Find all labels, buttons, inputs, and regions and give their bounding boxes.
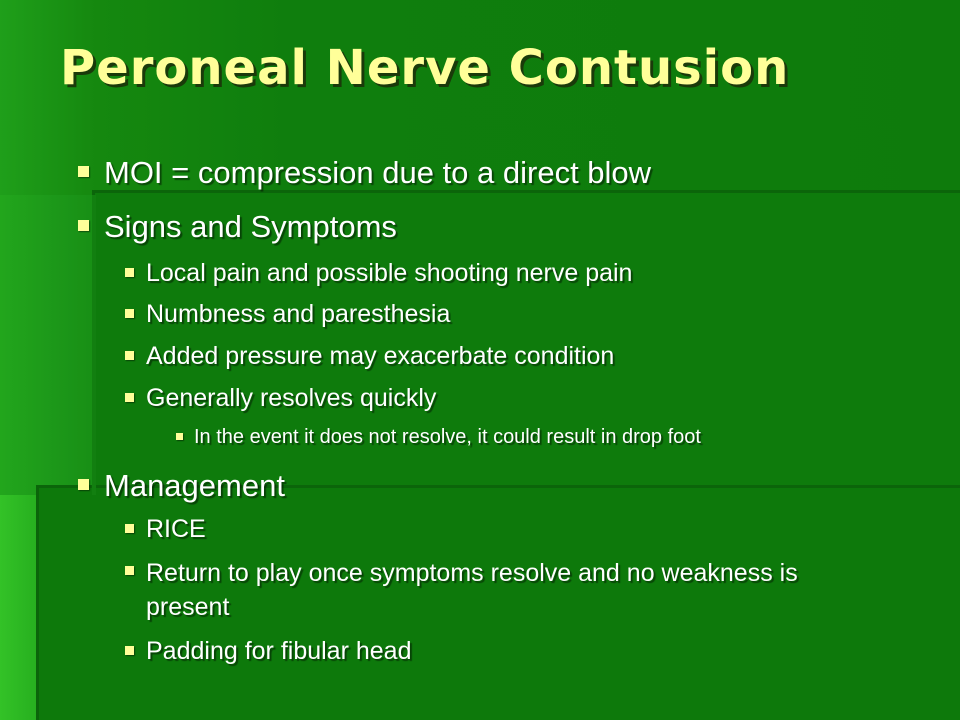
bullet-item <box>104 153 651 193</box>
sub-bullet-item <box>146 299 450 329</box>
square-bullet-icon <box>78 166 89 177</box>
bullet-text: Padding for fibular head <box>146 637 412 665</box>
sub-sub-bullet-item <box>194 424 701 450</box>
square-bullet-icon <box>78 220 89 231</box>
square-bullet-icon <box>125 646 134 655</box>
square-bullet-icon <box>125 566 134 575</box>
bullet-text: Generally resolves quickly <box>146 384 437 412</box>
square-bullet-icon <box>125 524 134 533</box>
bullet-item <box>104 207 397 247</box>
bullet-item <box>104 466 285 506</box>
slide-title: Peroneal Nerve Contusion <box>60 40 790 96</box>
square-bullet-icon <box>125 393 134 402</box>
square-bullet-icon <box>125 351 134 360</box>
background-divider <box>92 195 96 495</box>
bullet-text: Signs and Symptoms <box>104 209 397 244</box>
sub-bullet-item <box>146 383 436 413</box>
sub-bullet-item <box>146 514 206 544</box>
square-bullet-icon <box>78 479 89 490</box>
bullet-text: Return to play once symptoms resolve and no weakness is present <box>146 559 798 621</box>
bullet-text: Numbness and paresthesia <box>146 300 451 328</box>
bullet-text: MOI = compression due to a direct blow <box>104 155 652 190</box>
bullet-text: Added pressure may exacerbate condition <box>146 342 615 370</box>
bullet-text: Management <box>104 468 285 503</box>
sub-bullet-item <box>146 556 846 624</box>
background-accent-left <box>0 495 36 720</box>
bullet-text: Local pain and possible shooting nerve pain <box>146 259 633 287</box>
square-bullet-icon <box>125 268 134 277</box>
bullet-text: In the event it does not resolve, it could result in drop foot <box>194 426 701 448</box>
sub-bullet-item <box>146 636 411 666</box>
sub-bullet-item <box>146 341 614 371</box>
square-bullet-icon <box>176 433 183 440</box>
sub-bullet-item <box>146 258 632 288</box>
bullet-text: RICE <box>146 515 206 543</box>
square-bullet-icon <box>125 309 134 318</box>
